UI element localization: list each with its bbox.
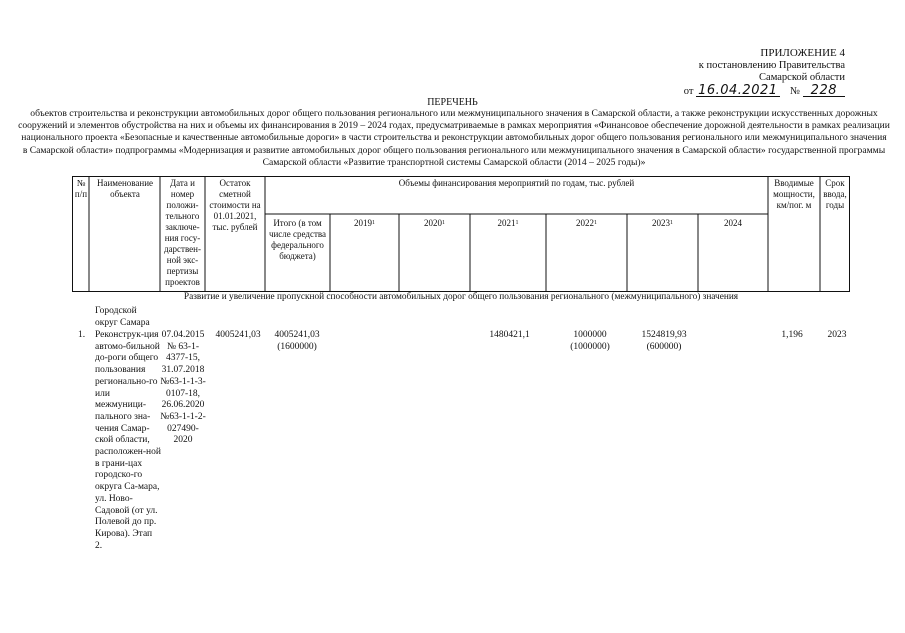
document-description: объектов строительства и реконструкции автомобильных дорог общего пользования регионального или межмуниципального значения в Самарской области, а также реконструкции искусственных дорожных сооружений и элементов обустройства на них и объемы их финансирования в 2019 – 2024 годах, предусматриваемые в рамках мероприятия «Финансовое обеспечение дорожной деятельности в рамках реализации национального проекта «Безопасные и качественные автомобильные дороги» в части строительства и реконструкции автомобильных дорог общего пользования регионального или межмуниципального значения в Самарской области» подпрограммы «Модернизация и развитие автомобильных дорог общего пользования регионального или межмуниципального значения в Самарской области» государственной программы Самарской области «Развитие транспортной системы Самарской области (2014 – 2025 годы)» bbox=[18, 108, 890, 168]
header-num: № п/п bbox=[74, 178, 88, 199]
row-2021: 1480421,1 bbox=[489, 330, 530, 340]
section-title: Развитие и увеличение пропускной способности автомобильных дорог общего пользования регионального (межмуниципального) значения bbox=[183, 292, 739, 302]
row-district: Городской округ Самара bbox=[95, 306, 150, 328]
header-term: Срок ввода, годы bbox=[823, 178, 847, 210]
appendix-line-1: к постановлению Правительства bbox=[698, 59, 845, 71]
appendix-line-2: Самарской области bbox=[759, 72, 845, 83]
header-total: Итого (в том числе средства федерального бюджета) bbox=[268, 218, 327, 261]
header-balance: Остаток сметной стоимости на 01.01.2021, тыс. рублей bbox=[209, 178, 261, 232]
header-year-2022: 2022$^1$ bbox=[576, 218, 597, 228]
header-funding: Объемы финансирования мероприятий по годам, тыс. рублей bbox=[398, 178, 635, 188]
header-capacity: Вводимые мощности, км/пог. м bbox=[773, 178, 815, 210]
date-prefix: от bbox=[683, 85, 694, 97]
appendix-block bbox=[684, 47, 845, 98]
table-header bbox=[72, 176, 850, 292]
row-expertise: 07.04.2015 № 63-1-4377-15, 31.07.2018 №63-1-1-3-0107-18, 26.06.2020 №63-1-1-2-027490-2020 bbox=[160, 330, 206, 446]
row-object-name: Реконструк-ция автомо-бильной до-роги общего пользования регионально-го или межмуници-пального зна-чения Самар-ской области, расположен-ной в грани-цах городско-го округа Са-мара, ул. Ново-Садовой (от ул. Полевой до пр. Кирова). Этап 2. bbox=[95, 330, 161, 551]
header-year-2023: 2023$^1$ bbox=[652, 218, 673, 228]
appendix-title: ПРИЛОЖЕНИЕ 4 bbox=[760, 47, 845, 59]
number-prefix: № bbox=[790, 85, 801, 97]
row-capacity: 1,196 bbox=[781, 330, 803, 340]
appendix-date-line bbox=[683, 82, 845, 99]
header-year-2021: 2021$^1$ bbox=[497, 218, 519, 228]
header-name: Наименование объекта bbox=[96, 178, 154, 199]
handwritten-date: 16.04.2021 bbox=[698, 82, 778, 98]
document-title: ПЕРЕЧЕНЬ bbox=[427, 97, 478, 108]
row-balance: 4005241,03 bbox=[215, 330, 261, 340]
header-expertise: Дата и номер положи-тельного заключе-ния госу-дарствен-ной экс-пертизы проектов bbox=[163, 178, 201, 287]
header-year-2024: 2024 bbox=[724, 218, 742, 228]
handwritten-number: 228 bbox=[803, 85, 845, 97]
row-2022: 1000000 (1000000) bbox=[570, 330, 610, 352]
row-2023: 1524819,93 (600000) bbox=[641, 330, 687, 352]
row-total: 4005241,03 (1600000) bbox=[274, 330, 320, 352]
header-year-2019: 2019$^1$ bbox=[354, 218, 375, 228]
row-number: 1. bbox=[78, 330, 86, 340]
row-term: 2023 bbox=[827, 330, 847, 340]
header-year-2020: 2020$^1$ bbox=[424, 218, 445, 228]
